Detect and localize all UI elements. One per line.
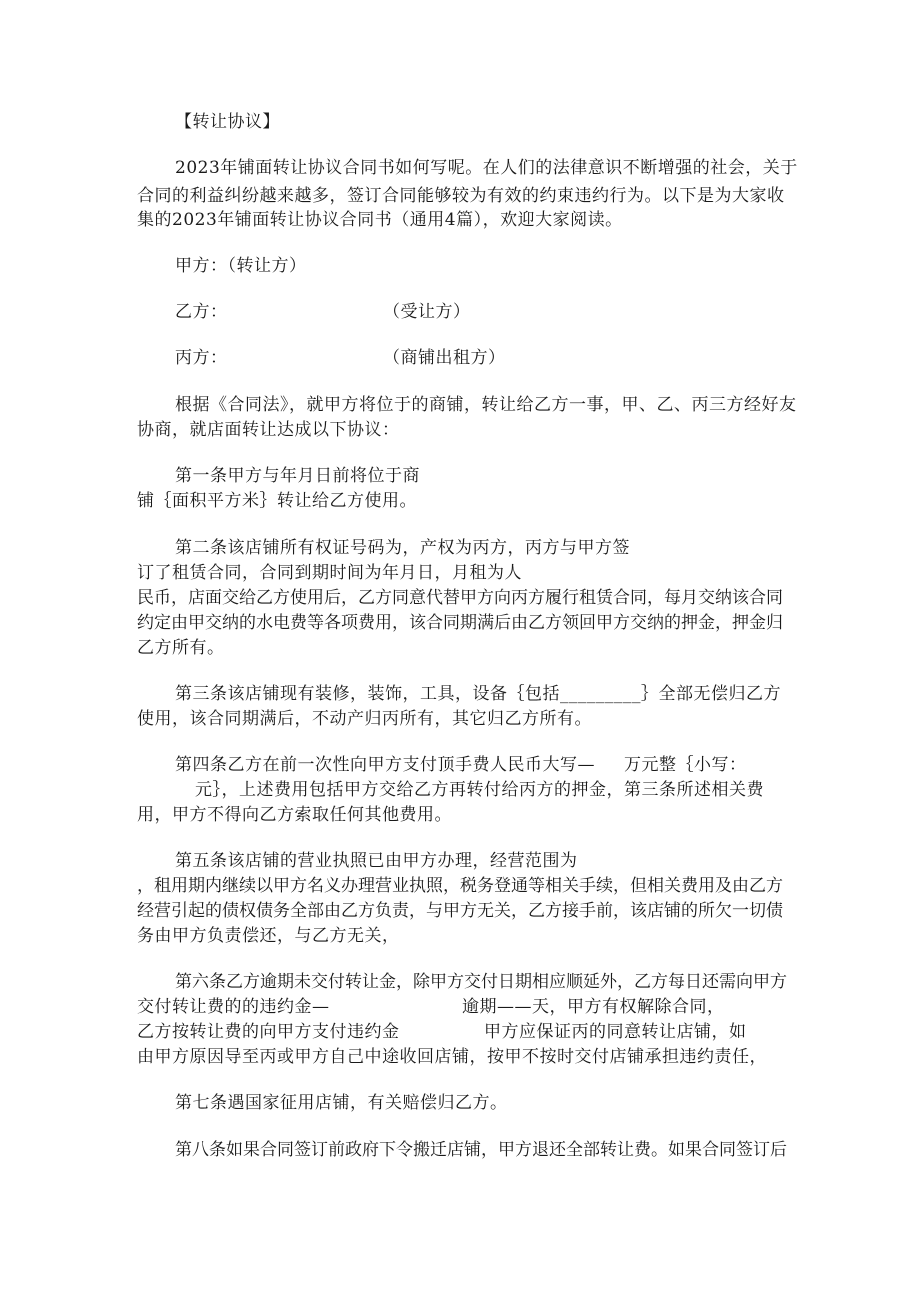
article-7-line-1: 第七条遇国家征用店铺，有关赔偿归乙方。	[175, 1093, 508, 1113]
article-3-line-2: 使用，该合同期满后，不动产归丙所有，其它归乙方所有。	[137, 709, 592, 729]
article-5-line-4: 务由甲方负责偿还，与乙方无关，	[137, 926, 400, 946]
party-b-role: （受让方）	[383, 302, 471, 322]
party-c-label: 丙方：	[175, 348, 228, 368]
article-2-line-1: 第二条该店铺所有权证号码为，产权为丙方，丙方与甲方签	[175, 538, 630, 558]
preamble-line-1: 根据《合同法》，就甲方将位于的商铺，转让给乙方一事，甲、乙、丙三方经好友	[175, 395, 797, 415]
article-6-line-2a: 交付转让费的的违约金—	[137, 997, 330, 1017]
intro-line-1: 2023年铺面转让协议合同书如何写呢。在人们的法律意识不断增强的社会，关于	[175, 158, 798, 178]
article-2-line-2: 订了租赁合同，合同到期时间为年月日，月租为人	[137, 563, 522, 583]
party-b-label: 乙方：	[175, 302, 228, 322]
intro-line-3: 集的2023年铺面转让协议合同书（通用4篇），欢迎大家阅读。	[137, 210, 623, 230]
article-5-line-2: ，租用期内继续以甲方名义办理营业执照，税务登通等相关手续，但相关费用及由乙方	[137, 876, 783, 896]
article-2-line-5: 乙方所有。	[137, 638, 225, 658]
article-3-line-1: 第三条该店铺现有装修，装饰，工具，设备｛包括_________｝全部无偿归乙方	[175, 684, 781, 704]
article-2-line-4: 约定由甲交纳的水电费等各项费用，该合同期满后由乙方领回甲方交纳的押金，押金归	[137, 613, 783, 633]
intro-line-2: 合同的利益纠纷越来越多，签订合同能够较为有效的约束违约行为。以下是为大家收	[137, 186, 785, 206]
article-6-line-1: 第六条乙方逾期未交付转让金，除甲方交付日期相应顺延外，乙方每日还需向甲方	[175, 972, 787, 992]
article-1-line-1: 第一条甲方与年月日前将位于商	[175, 466, 420, 486]
article-6-line-3b: 甲方应保证丙的同意转让店铺，如	[484, 1022, 747, 1042]
party-a: 甲方：（转让方）	[175, 256, 307, 276]
party-c-role: （商铺出租方）	[383, 348, 506, 368]
article-6-line-3a: 乙方按转让费的向甲方支付违约金	[137, 1022, 400, 1042]
article-4-line-2: 元｝，上述费用包括甲方交给乙方再转付给丙方的押金，第三条所述相关费	[195, 780, 764, 800]
article-4-line-1b: 万元整｛小写：	[624, 755, 747, 775]
article-5-line-1: 第五条该店铺的营业执照已由甲方办理，经营范围为	[175, 851, 578, 871]
article-6-line-2b: 逾期——天，甲方有权解除合同，	[462, 997, 725, 1017]
document-title: 【转让协议】	[175, 112, 280, 132]
article-4-line-1a: 第四条乙方在前一次性向甲方支付顶手费人民币大写—	[175, 755, 595, 775]
preamble-line-2: 协商，就店面转让达成以下协议：	[137, 420, 400, 440]
article-8-line-1: 第八条如果合同签订前政府下令搬迁店铺，甲方退还全部转让费。如果合同签订后	[175, 1140, 787, 1160]
article-5-line-3: 经营引起的债权债务全部由乙方负责，与甲方无关，乙方接手前，该店铺的所欠一切债	[137, 901, 783, 921]
article-6-line-4: 由甲方原因导至丙或甲方自己中途收回店铺，按甲不按时交付店铺承担违约责任，	[137, 1047, 767, 1067]
article-2-line-3: 民币，店面交给乙方使用后，乙方同意代替甲方向丙方履行租赁合同，每月交纳该合同	[137, 588, 783, 608]
article-1-line-2: 铺｛面积平方米｝转让给乙方使用。	[137, 491, 417, 511]
article-4-line-3: 用，甲方不得向乙方索取任何其他费用。	[137, 805, 452, 825]
